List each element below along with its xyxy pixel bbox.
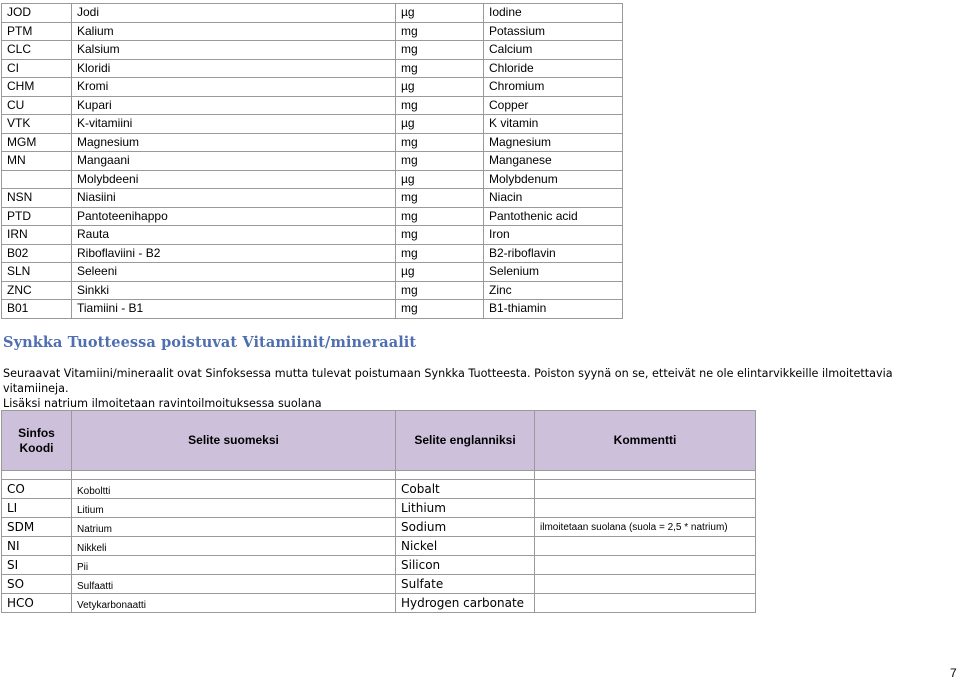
table-row (2, 518, 756, 537)
paragraph-line-1: Seuraavat Vitamiini/mineraalit ovat Sinfoksessa mutta tulevat poistumaan Synkka Tuotteesta. Poiston syynä on se, etteivät ne ole elintarvikkeille ilmoitettavia vitamiineja. (3, 367, 893, 395)
code-cell: LI (2, 499, 72, 518)
english-name-cell: Manganese (484, 152, 623, 171)
finnish-name-cell: Rauta (72, 226, 396, 245)
removed-nutrients-table (1, 410, 756, 613)
english-name-cell: Lithium (396, 499, 535, 518)
header-comment: Kommentti (535, 411, 756, 471)
code-cell: NI (2, 537, 72, 556)
english-name-cell: K vitamin (484, 115, 623, 134)
finnish-name-cell: Kalium (72, 22, 396, 41)
table-row (2, 263, 623, 282)
unit-cell: mg (396, 300, 484, 319)
finnish-name-cell: Kromi (72, 78, 396, 97)
table-row (2, 96, 623, 115)
table-row (2, 170, 623, 189)
code-cell: ZNC (2, 281, 72, 300)
table-row (2, 78, 623, 97)
table-row (2, 575, 756, 594)
unit-cell: µg (396, 263, 484, 282)
code-cell: SDM (2, 518, 72, 537)
table-row (2, 244, 623, 263)
finnish-name-cell: Nikkeli (72, 537, 396, 556)
english-name-cell: Magnesium (484, 133, 623, 152)
finnish-name-cell: Mangaani (72, 152, 396, 171)
english-name-cell: Calcium (484, 41, 623, 60)
unit-cell: µg (396, 170, 484, 189)
unit-cell: mg (396, 281, 484, 300)
english-name-cell: B2-riboflavin (484, 244, 623, 263)
finnish-name-cell: Pii (72, 556, 396, 575)
table-row (2, 480, 756, 499)
english-name-cell: Nickel (396, 537, 535, 556)
english-name-cell: Zinc (484, 281, 623, 300)
table-row (2, 4, 623, 23)
english-name-cell: Iron (484, 226, 623, 245)
finnish-name-cell: Kalsium (72, 41, 396, 60)
table-row (2, 537, 756, 556)
unit-cell: mg (396, 41, 484, 60)
table-row (2, 226, 623, 245)
english-name-cell: Silicon (396, 556, 535, 575)
finnish-name-cell: Riboflaviini - B2 (72, 244, 396, 263)
english-name-cell: Hydrogen carbonate (396, 594, 535, 613)
finnish-name-cell: Magnesium (72, 133, 396, 152)
table-row (2, 556, 756, 575)
unit-cell: mg (396, 133, 484, 152)
table-row (2, 115, 623, 134)
finnish-name-cell: Natrium (72, 518, 396, 537)
english-name-cell: Iodine (484, 4, 623, 23)
english-name-cell: Molybdenum (484, 170, 623, 189)
code-cell: SI (2, 556, 72, 575)
unit-cell: mg (396, 189, 484, 208)
table-row (2, 189, 623, 208)
finnish-name-cell: Koboltti (72, 480, 396, 499)
code-cell: VTK (2, 115, 72, 134)
finnish-name-cell: Molybdeeni (72, 170, 396, 189)
english-name-cell: Cobalt (396, 480, 535, 499)
section-paragraph (3, 366, 958, 411)
code-cell: CI (2, 59, 72, 78)
finnish-name-cell: Vetykarbonaatti (72, 594, 396, 613)
unit-cell: mg (396, 22, 484, 41)
table-row (2, 499, 756, 518)
finnish-name-cell: Tiamiini - B1 (72, 300, 396, 319)
code-cell: SLN (2, 263, 72, 282)
code-cell: HCO (2, 594, 72, 613)
code-cell: SO (2, 575, 72, 594)
header-code-line1: Sinfos (18, 425, 55, 440)
spacer-row (2, 471, 756, 480)
header-code-line2: Koodi (19, 440, 54, 455)
table-row (2, 300, 623, 319)
paragraph-line-2: Lisäksi natrium ilmoitetaan ravintoilmoituksessa suolana (3, 397, 322, 410)
table-row (2, 152, 623, 171)
table-row (2, 133, 623, 152)
code-cell: MGM (2, 133, 72, 152)
finnish-name-cell: K-vitamiini (72, 115, 396, 134)
code-cell: IRN (2, 226, 72, 245)
english-name-cell: Selenium (484, 263, 623, 282)
table-row (2, 594, 756, 613)
unit-cell: mg (396, 244, 484, 263)
code-cell: MN (2, 152, 72, 171)
english-name-cell: Sodium (396, 518, 535, 537)
finnish-name-cell: Kloridi (72, 59, 396, 78)
finnish-name-cell: Pantoteenihappo (72, 207, 396, 226)
comment-cell (535, 480, 756, 499)
code-cell: NSN (2, 189, 72, 208)
code-cell: PTM (2, 22, 72, 41)
english-name-cell: Pantothenic acid (484, 207, 623, 226)
english-name-cell: Potassium (484, 22, 623, 41)
comment-cell (535, 575, 756, 594)
header-code (2, 411, 72, 471)
finnish-name-cell: Sulfaatti (72, 575, 396, 594)
finnish-name-cell: Kupari (72, 96, 396, 115)
unit-cell: µg (396, 78, 484, 97)
nutrients-table-body (2, 4, 623, 319)
english-name-cell: B1-thiamin (484, 300, 623, 319)
finnish-name-cell: Jodi (72, 4, 396, 23)
english-name-cell: Copper (484, 96, 623, 115)
code-cell: CLC (2, 41, 72, 60)
table-row (2, 59, 623, 78)
unit-cell: mg (396, 226, 484, 245)
header-en: Selite englanniksi (396, 411, 535, 471)
code-cell: PTD (2, 207, 72, 226)
code-cell: CHM (2, 78, 72, 97)
comment-cell (535, 537, 756, 556)
header-fi: Selite suomeksi (72, 411, 396, 471)
unit-cell: mg (396, 59, 484, 78)
table-row (2, 22, 623, 41)
code-cell: B02 (2, 244, 72, 263)
comment-cell (535, 499, 756, 518)
nutrients-table (1, 3, 623, 319)
english-name-cell: Chloride (484, 59, 623, 78)
table-row (2, 41, 623, 60)
english-name-cell: Chromium (484, 78, 623, 97)
unit-cell: µg (396, 115, 484, 134)
header-row (2, 411, 756, 471)
removed-nutrients-table-body (2, 471, 756, 613)
english-name-cell: Niacin (484, 189, 623, 208)
finnish-name-cell: Litium (72, 499, 396, 518)
code-cell: B01 (2, 300, 72, 319)
unit-cell: µg (396, 4, 484, 23)
unit-cell: mg (396, 152, 484, 171)
table-row (2, 281, 623, 300)
finnish-name-cell: Seleeni (72, 263, 396, 282)
code-cell: CU (2, 96, 72, 115)
unit-cell: mg (396, 96, 484, 115)
page-number: 7 (950, 666, 957, 680)
comment-cell: ilmoitetaan suolana (suola = 2,5 * natrium) (535, 518, 756, 537)
comment-cell (535, 556, 756, 575)
table-row (2, 207, 623, 226)
code-cell: JOD (2, 4, 72, 23)
code-cell: CO (2, 480, 72, 499)
english-name-cell: Sulfate (396, 575, 535, 594)
comment-cell (535, 594, 756, 613)
section-heading: Synkka Tuotteessa poistuvat Vitamiinit/mineraalit (3, 334, 417, 351)
code-cell (2, 170, 72, 189)
unit-cell: mg (396, 207, 484, 226)
finnish-name-cell: Sinkki (72, 281, 396, 300)
finnish-name-cell: Niasiini (72, 189, 396, 208)
